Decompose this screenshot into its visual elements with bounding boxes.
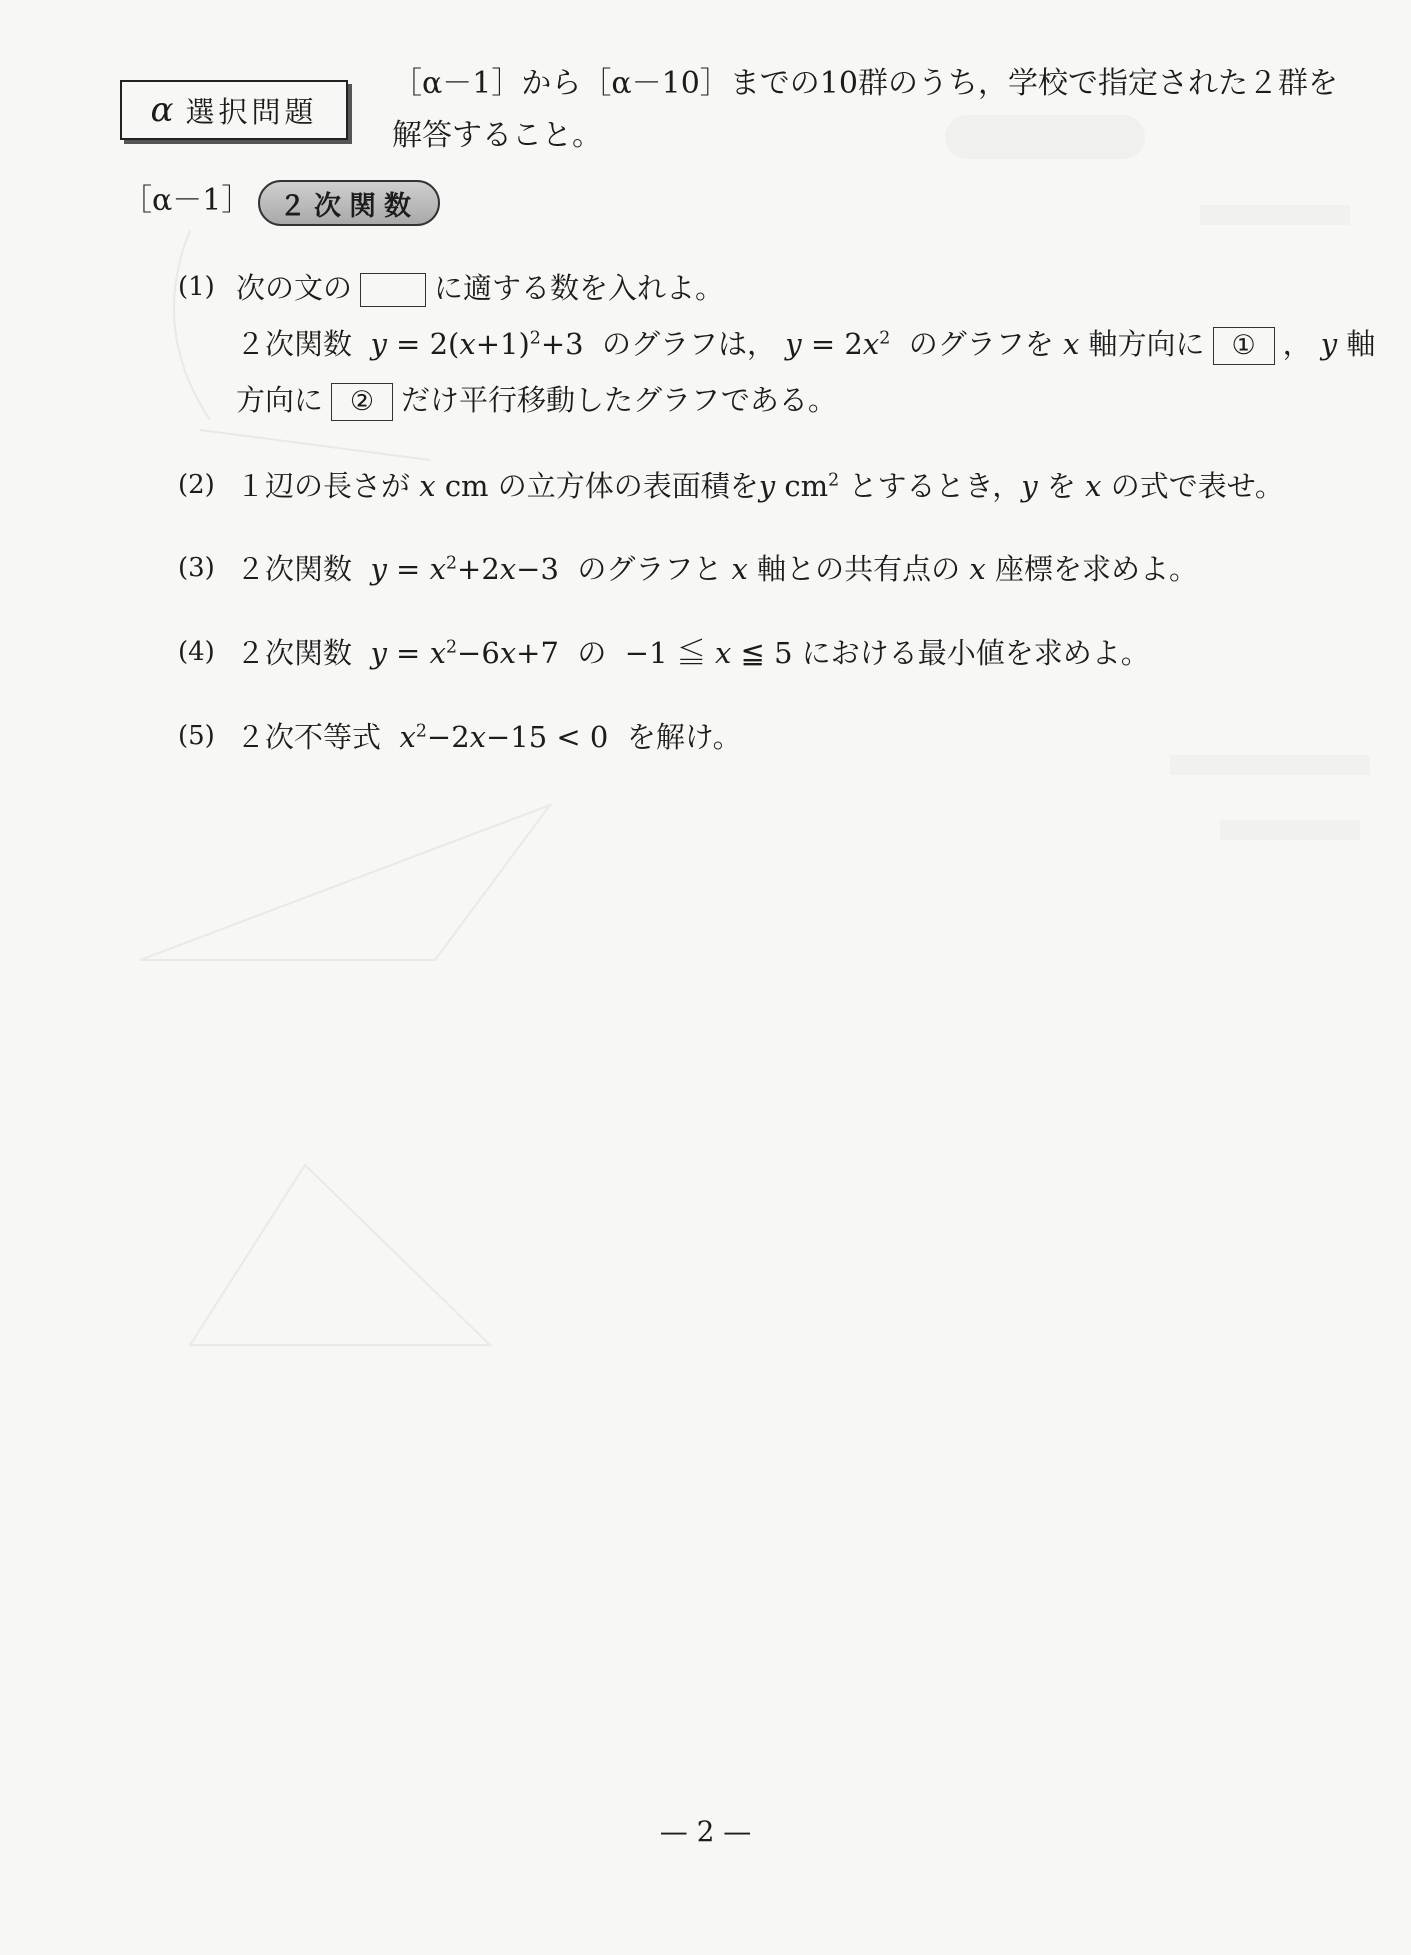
- q1-var-y: y: [1320, 327, 1338, 361]
- group-code: ［α－1］: [122, 183, 252, 218]
- q1-s-pre: ２次関数: [236, 327, 353, 361]
- q3-t2: のグラフと: [577, 552, 723, 586]
- instruction-line-2: 解答すること。: [392, 118, 602, 153]
- q4-t3: における最小値を求めよ。: [801, 636, 1150, 670]
- q3-t3: 軸との共有点の: [757, 552, 961, 586]
- q2-unit: y $cm^2$: [758, 469, 840, 503]
- q1-s2-pre: 方向に: [236, 383, 324, 417]
- q3-equation: $y = x^2+2x-3$: [370, 552, 559, 586]
- instruction-line-1: ［α－1］から［α－10］までの10群のうち，学校で指定された２群を: [392, 66, 1338, 101]
- q2-t4: を: [1046, 469, 1076, 503]
- q1-equation-2: y: [785, 327, 802, 361]
- q4-domain: −1 ≦ x ≦ 5: [624, 636, 793, 670]
- q4-equation: $y = x^2-6x+7$: [370, 636, 559, 670]
- question-1-prompt: [236, 266, 724, 307]
- show-through-badge: [945, 115, 1145, 159]
- show-through-text-1: [1200, 205, 1350, 225]
- question-1-statement: ２次関数 $y = 2(x+1)^2+3$ のグラフは， $y = 2x^2$ のグラフを x 軸方向に ① ， y 軸: [236, 322, 1375, 365]
- q2-t5: の式で表せ。: [1110, 469, 1284, 503]
- q1-equation-1: y: [370, 327, 387, 361]
- q2-var-x: x: [410, 469, 445, 503]
- q4-t2: の: [577, 636, 607, 670]
- section-label-box: [120, 80, 348, 140]
- show-through-triangle-2: [190, 1165, 490, 1345]
- q2-var-y: y: [1021, 469, 1047, 503]
- q3-var-x: x: [722, 552, 758, 586]
- page-number: — 2 —: [659, 1815, 752, 1848]
- q1-prompt-pre: 次の文の: [236, 271, 353, 305]
- q1-s-mid1: のグラフは，: [602, 327, 777, 361]
- show-through-text-3: [1220, 820, 1360, 840]
- question-4-number: (4): [178, 637, 215, 667]
- q4-t1: ２次関数: [236, 636, 353, 670]
- q2-t3: とするとき，: [848, 469, 1022, 503]
- q1-s-after: ，: [1282, 327, 1312, 361]
- question-2-number: (2): [178, 470, 215, 500]
- topic-badge-label: ２次関数: [279, 190, 419, 222]
- example-blank-box: [360, 273, 426, 307]
- answer-blank-2: ②: [331, 383, 393, 421]
- q2-var-x2: x: [1075, 469, 1111, 503]
- question-3-number: (3): [178, 553, 215, 583]
- q1-s-mid3: 軸方向に: [1088, 327, 1205, 361]
- show-through-text-2: [1170, 755, 1370, 775]
- answer-blank-1: ①: [1213, 327, 1275, 365]
- question-2-text: [236, 464, 1284, 505]
- q1-s-mid2: のグラフを: [908, 327, 1054, 361]
- show-through-arc: [174, 230, 210, 420]
- q3-t1: ２次関数: [236, 552, 353, 586]
- question-1-number: (1): [178, 272, 215, 302]
- question-5-text: [236, 715, 742, 756]
- q3-var-x2: x: [960, 552, 995, 586]
- q1-var-x: x: [1062, 327, 1080, 361]
- question-1-statement-cont: [236, 378, 837, 421]
- alpha-symbol: α: [150, 90, 174, 130]
- q5-inequality: $x^2-2x-15 < 0$: [399, 720, 609, 754]
- q2-t2: cm の立方体の表面積を: [444, 469, 759, 503]
- q5-t2: を解け。: [626, 720, 742, 754]
- q1-s2-post: だけ平行移動したグラフである。: [401, 383, 837, 417]
- question-4-text: [236, 631, 1150, 672]
- topic-badge: [258, 180, 440, 226]
- question-3-text: [236, 547, 1198, 588]
- question-5-number: (5): [178, 721, 215, 751]
- q1-prompt-post: に適する数を入れよ。: [434, 271, 725, 305]
- show-through-triangle-1: [140, 805, 550, 960]
- q2-t1: １辺の長さが: [236, 469, 411, 503]
- q3-t4: 座標を求めよ。: [994, 552, 1198, 586]
- section-label-text: 選択問題: [185, 94, 318, 129]
- q1-s-end: 軸: [1346, 327, 1376, 361]
- show-through-line: [200, 430, 430, 460]
- q5-t1: ２次不等式: [236, 720, 382, 754]
